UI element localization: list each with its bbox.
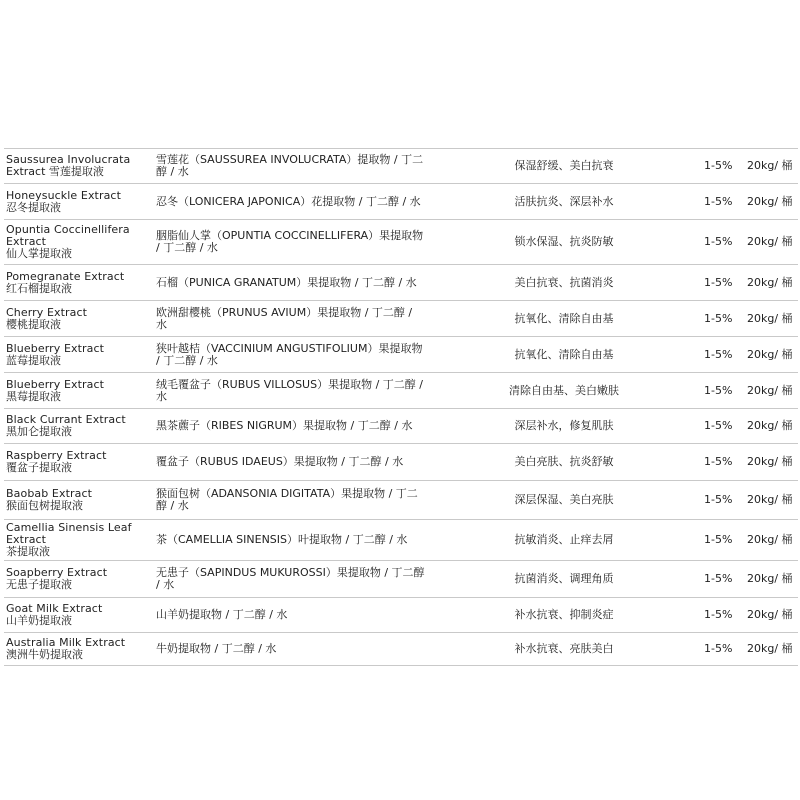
product-name-zh: 仙人掌提取液: [6, 247, 72, 260]
inci-name: 欧洲甜樱桃（PRUNUS AVIUM）果提取物 / 丁二醇 / 水: [156, 305, 413, 331]
dosage: 1-5%: [704, 455, 733, 468]
table-row: [4, 520, 798, 561]
table-row: [4, 444, 798, 481]
dosage: 1-5%: [704, 572, 733, 585]
table-row: [4, 184, 798, 220]
effect: 美白亮肤、抗炎舒敏: [514, 455, 614, 468]
effect: 抗敏消炎、止痒去屑: [514, 533, 614, 546]
product-name: [6, 224, 146, 260]
product-name-en: Baobab Extract: [6, 487, 93, 500]
product-name-en: Blueberry Extract: [6, 377, 105, 391]
table-row: [4, 561, 798, 598]
package: 20kg/ 桶: [747, 493, 793, 506]
product-name-en: Goat Milk Extract: [6, 602, 103, 615]
product-name-zh: 黑莓提取液: [6, 389, 61, 403]
product-name: [6, 190, 146, 214]
table-row: [4, 265, 798, 301]
inci-name: 狭叶越桔（VACCINIUM ANGUSTIFOLIUM）果提取物 / 丁二醇 / 水: [156, 341, 423, 367]
product-name-zh: 山羊奶提取液: [6, 614, 72, 627]
effect: 深层补水，修复肌肤: [514, 419, 614, 432]
product-name: [6, 379, 146, 403]
effect: 锁水保湿、抗炎防敏: [514, 235, 614, 248]
package: 20kg/ 桶: [747, 455, 793, 468]
effect: 抗氧化、清除自由基: [514, 311, 614, 325]
effect: 补水抗衰、抑制炎症: [514, 608, 614, 621]
table-row: [4, 633, 798, 666]
product-name-en: Raspberry Extract: [6, 449, 107, 462]
effect: 深层保湿、美白亮肤: [514, 493, 614, 506]
product-name-zh: 茶提取液: [6, 545, 50, 558]
product-name-zh: 黑加仑提取液: [6, 425, 72, 438]
effect: 清除自由基、美白嫩肤: [509, 383, 619, 397]
table-row: [4, 220, 798, 265]
inci-name: 无患子（SAPINDUS MUKUROSSI）果提取物 / 丁二醇 / 水: [156, 566, 425, 591]
product-name-zh: Extract 雪莲提取液: [6, 165, 104, 178]
product-name-en: Opuntia Coccinellifera Extract: [6, 223, 130, 248]
dosage: 1-5%: [704, 533, 733, 546]
dosage: 1-5%: [704, 159, 733, 172]
table-row: [4, 301, 798, 337]
package: 20kg/ 桶: [747, 275, 793, 289]
product-name: [6, 522, 146, 558]
product-name-en: Cherry Extract: [6, 305, 88, 319]
inci-name: 黑茶藨子（RIBES NIGRUM）果提取物 / 丁二醇 / 水: [156, 419, 413, 432]
effect: 补水抗衰、亮肤美白: [514, 642, 614, 655]
product-name-zh: 红石榴提取液: [6, 281, 72, 295]
product-name: [6, 154, 146, 178]
product-name-en: Blueberry Extract: [6, 341, 105, 355]
package: 20kg/ 桶: [747, 608, 793, 621]
product-name-en: Honeysuckle Extract: [6, 188, 121, 202]
table-row: [4, 149, 798, 184]
inci-name: 茶（CAMELLIA SINENSIS）叶提取物 / 丁二醇 / 水: [156, 533, 408, 546]
product-name-zh: 樱桃提取液: [6, 317, 61, 331]
effect: 保湿舒缓、美白抗衰: [514, 159, 614, 172]
dosage: 1-5%: [704, 194, 733, 208]
product-name: [6, 414, 146, 438]
inci-name: 胭脂仙人掌（OPUNTIA COCCINELLIFERA）果提取物 / 丁二醇 / 水: [156, 229, 424, 254]
product-name: [6, 307, 146, 331]
product-name-en: Camellia Sinensis Leaf Extract: [6, 521, 132, 546]
product-table: [4, 148, 798, 666]
product-name: [6, 488, 146, 512]
table-row: [4, 409, 798, 444]
inci-name: 雪莲花（SAUSSUREA INVOLUCRATA）提取物 / 丁二醇 / 水: [156, 153, 424, 178]
product-name-zh: 猴面包树提取液: [6, 499, 83, 512]
package: 20kg/ 桶: [747, 572, 793, 585]
inci-name: 山羊奶提取物 / 丁二醇 / 水: [156, 608, 288, 621]
dosage: 1-5%: [704, 608, 733, 621]
table-row: [4, 373, 798, 409]
package: 20kg/ 桶: [747, 383, 793, 397]
inci-name: 覆盆子（RUBUS IDAEUS）果提取物 / 丁二醇 / 水: [156, 455, 404, 468]
product-name-en: Soapberry Extract: [6, 566, 108, 579]
product-name-en: Australia Milk Extract: [6, 636, 126, 649]
package: 20kg/ 桶: [747, 159, 793, 172]
product-name-en: Saussurea Involucrata: [6, 153, 131, 166]
package: 20kg/ 桶: [747, 235, 793, 248]
product-name-zh: 无患子提取液: [6, 578, 72, 591]
product-name: [6, 603, 146, 627]
product-name: [6, 271, 146, 295]
dosage: 1-5%: [704, 275, 733, 289]
product-name: [6, 450, 146, 474]
inci-name: 忍冬（LONICERA JAPONICA）花提取物 / 丁二醇 / 水: [156, 194, 421, 208]
dosage: 1-5%: [704, 383, 733, 397]
package: 20kg/ 桶: [747, 419, 793, 432]
package: 20kg/ 桶: [747, 194, 793, 208]
package: 20kg/ 桶: [747, 347, 793, 361]
table-row: [4, 481, 798, 520]
effect: 抗氧化、清除自由基: [514, 347, 614, 361]
effect: 活肤抗炎、深层补水: [514, 194, 614, 208]
effect: 美白抗衰、抗菌消炎: [514, 275, 614, 289]
package: 20kg/ 桶: [747, 642, 793, 655]
product-name-en: Pomegranate Extract: [6, 269, 125, 283]
package: 20kg/ 桶: [747, 533, 793, 546]
product-name-zh: 蓝莓提取液: [6, 353, 61, 367]
inci-name: 石榴（PUNICA GRANATUM）果提取物 / 丁二醇 / 水: [156, 275, 417, 289]
product-name: [6, 343, 146, 367]
dosage: 1-5%: [704, 235, 733, 248]
dosage: 1-5%: [704, 493, 733, 506]
inci-name: 猴面包树（ADANSONIA DIGITATA）果提取物 / 丁二醇 / 水: [156, 487, 418, 512]
package: 20kg/ 桶: [747, 311, 793, 325]
product-name: [6, 567, 146, 591]
effect: 抗菌消炎、调理角质: [514, 572, 614, 585]
table-row: [4, 598, 798, 633]
product-name-zh: 覆盆子提取液: [6, 461, 72, 474]
inci-name: 绒毛覆盆子（RUBUS VILLOSUS）果提取物 / 丁二醇 / 水: [156, 377, 423, 403]
dosage: 1-5%: [704, 419, 733, 432]
dosage: 1-5%: [704, 642, 733, 655]
product-name-en: Black Currant Extract: [6, 413, 126, 426]
product-name-zh: 忍冬提取液: [6, 200, 61, 214]
product-name-zh: 澳洲牛奶提取液: [6, 648, 83, 661]
dosage: 1-5%: [704, 347, 733, 361]
table-row: [4, 337, 798, 373]
product-name: [6, 637, 146, 661]
inci-name: 牛奶提取物 / 丁二醇 / 水: [156, 642, 277, 655]
dosage: 1-5%: [704, 311, 733, 325]
